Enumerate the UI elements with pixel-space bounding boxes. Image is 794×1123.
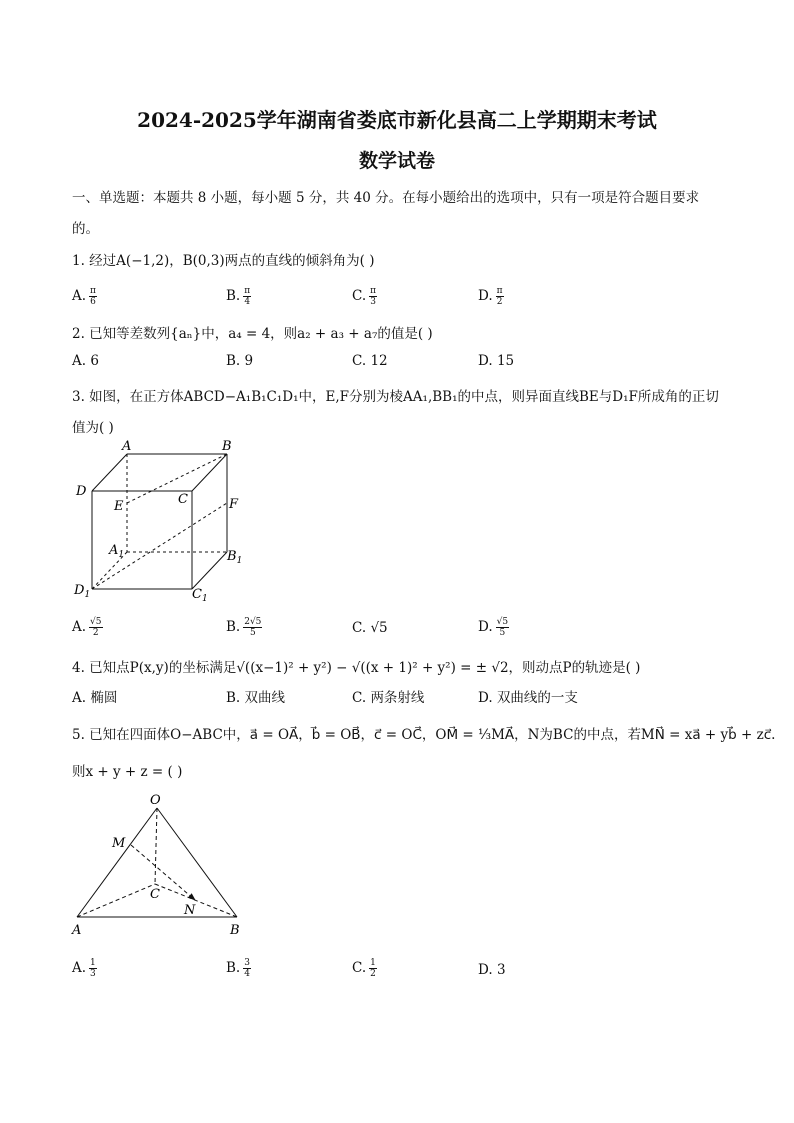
q5-option-d[interactable] bbox=[478, 962, 506, 978]
edge-OA bbox=[77, 808, 157, 917]
q5-option-a[interactable] bbox=[72, 958, 97, 979]
q4-option-a[interactable] bbox=[72, 686, 117, 706]
option-label: C. bbox=[352, 620, 367, 636]
frac-num: 3 bbox=[244, 958, 250, 968]
label-O: O bbox=[150, 793, 161, 808]
option-label: B. bbox=[226, 619, 241, 635]
option-label: A. bbox=[72, 353, 87, 369]
option-label: A. bbox=[72, 960, 87, 976]
option-label: B. bbox=[226, 353, 241, 369]
frac-num: 1 bbox=[370, 958, 376, 968]
option-label: C. bbox=[352, 288, 367, 304]
question-3-stem-line1: 3. 如图，在正方体ABCD−A₁B₁C₁D₁中，E,F分别为棱AA₁,BB₁的中点，则异面直线BE与D₁F所成角的正切 bbox=[72, 389, 719, 405]
q5-option-c[interactable] bbox=[352, 958, 377, 979]
label-F: F bbox=[229, 497, 239, 512]
q4-option-d[interactable] bbox=[478, 686, 578, 706]
option-text: 15 bbox=[496, 353, 515, 369]
question-5-stem-line2: 则x + y + z = ( ) bbox=[72, 764, 183, 780]
frac-num: √5 bbox=[90, 617, 102, 627]
option-label: B. bbox=[226, 960, 241, 976]
option-label: C. bbox=[352, 690, 367, 706]
option-text: 12 bbox=[370, 353, 388, 369]
frac-num: π bbox=[370, 286, 377, 296]
q3-option-d[interactable] bbox=[478, 617, 509, 638]
option-label: A. bbox=[72, 619, 87, 635]
section-instructions-line1: 一、单选题：本题共 8 小题，每小题 5 分，共 40 分。在每小题给出的选项中，只有一项是符合题目要求 bbox=[72, 190, 700, 206]
q1-option-c[interactable] bbox=[352, 286, 377, 307]
option-label: D. bbox=[478, 353, 493, 369]
label-D1: $D_1$ bbox=[74, 583, 91, 600]
frac-num: 1 bbox=[90, 958, 96, 968]
frac-num: 2√5 bbox=[244, 617, 262, 627]
label-B: B bbox=[230, 923, 240, 938]
frac-den: 4 bbox=[244, 969, 250, 979]
frac-num: π bbox=[244, 286, 251, 296]
option-label: B. bbox=[226, 690, 241, 706]
option-text: 两条射线 bbox=[370, 690, 425, 706]
tetrahedron-figure bbox=[66, 790, 251, 940]
q4-option-b[interactable] bbox=[226, 686, 285, 706]
option-text: 6 bbox=[90, 353, 99, 369]
frac-num: π bbox=[90, 286, 96, 296]
frac-den: 4 bbox=[244, 297, 251, 307]
frac-den: 3 bbox=[90, 969, 96, 979]
edge-C1B1 bbox=[192, 552, 227, 589]
label-C: C bbox=[150, 887, 160, 902]
option-label: A. bbox=[72, 690, 87, 706]
question-1-stem: 1. 经过A(−1,2)，B(0,3)两点的直线的倾斜角为( ) bbox=[72, 253, 375, 269]
option-label: C. bbox=[352, 960, 367, 976]
question-2-stem: 2. 已知等差数列{aₙ}中，a₄ = 4，则a₂ + a₃ + a₇的值是( ) bbox=[72, 326, 433, 342]
frac-den: 2 bbox=[370, 969, 376, 979]
frac-den: 6 bbox=[90, 297, 96, 307]
frac-den: 3 bbox=[370, 297, 376, 307]
q2-option-b[interactable] bbox=[226, 353, 253, 369]
q1-option-a[interactable] bbox=[72, 286, 97, 307]
section-instructions-line2: 的。 bbox=[72, 221, 99, 237]
label-A: A bbox=[72, 923, 82, 938]
label-E: E bbox=[114, 499, 124, 514]
q5-option-b[interactable] bbox=[226, 958, 251, 979]
label-A: A bbox=[122, 439, 132, 454]
frac-den: 2 bbox=[92, 628, 99, 638]
option-label: D. bbox=[478, 962, 493, 978]
frac-den: 5 bbox=[249, 628, 256, 638]
label-M: M bbox=[112, 836, 126, 851]
q3-option-a[interactable] bbox=[72, 617, 103, 638]
label-N: N bbox=[184, 903, 196, 918]
page-title: 2024-2025学年湖南省娄底市新化县高二上学期期末考试 bbox=[137, 108, 657, 132]
frac-den: 5 bbox=[499, 628, 506, 638]
option-text: √5 bbox=[370, 620, 388, 636]
option-text: 双曲线的一支 bbox=[496, 690, 578, 706]
label-B: B bbox=[222, 439, 232, 454]
q1-option-d[interactable] bbox=[478, 286, 504, 307]
label-C: C bbox=[178, 492, 188, 507]
label-D: D bbox=[76, 484, 87, 499]
frac-num: √5 bbox=[496, 617, 509, 627]
q3-option-b[interactable] bbox=[226, 617, 262, 638]
frac-num: π bbox=[496, 286, 503, 296]
option-text: 椭圆 bbox=[90, 690, 118, 706]
q2-option-a[interactable] bbox=[72, 353, 99, 369]
vector-MN-dashed bbox=[131, 845, 195, 900]
option-label: A. bbox=[72, 288, 87, 304]
label-C1: $C_1$ bbox=[192, 587, 208, 604]
cube-figure bbox=[70, 436, 250, 608]
option-label: D. bbox=[478, 690, 493, 706]
segment-BE-dashed bbox=[127, 454, 227, 503]
q4-option-c[interactable] bbox=[352, 686, 424, 706]
question-4-stem: 4. 已知点P(x,y)的坐标满足√((x−1)² + y²) − √((x + 1)² + y²) = ± √2，则动点P的轨迹是( ) bbox=[72, 660, 641, 676]
frac-den: 2 bbox=[496, 297, 503, 307]
question-3-stem-line2: 值为( ) bbox=[72, 420, 114, 436]
option-label: D. bbox=[478, 619, 493, 635]
edge-CB bbox=[192, 454, 227, 491]
q2-option-d[interactable] bbox=[478, 353, 514, 369]
edge-DA bbox=[92, 454, 127, 491]
option-text: 双曲线 bbox=[244, 690, 286, 706]
option-label: D. bbox=[478, 288, 493, 304]
option-label: B. bbox=[226, 288, 241, 304]
option-label: C. bbox=[352, 353, 367, 369]
label-B1: $B_1$ bbox=[227, 549, 243, 566]
option-text: 3 bbox=[496, 962, 506, 978]
question-5-stem-line1: 5. 已知在四面体O−ABC中，a⃗ = OA⃗，b⃗ = OB⃗，c⃗ = OC⃗，OM⃗ = ⅓MA⃗，N为BC的中点，若MN⃗ = xa⃗ + yb⃗ + zc⃗. bbox=[72, 727, 776, 743]
edge-OC-dashed bbox=[155, 808, 157, 884]
option-text: 9 bbox=[244, 353, 254, 369]
page-subtitle: 数学试卷 bbox=[358, 150, 435, 172]
q3-option-c[interactable] bbox=[352, 620, 388, 636]
q2-option-c[interactable] bbox=[352, 353, 388, 369]
q1-option-b[interactable] bbox=[226, 286, 251, 307]
label-A1: $A_1$ bbox=[109, 543, 125, 560]
